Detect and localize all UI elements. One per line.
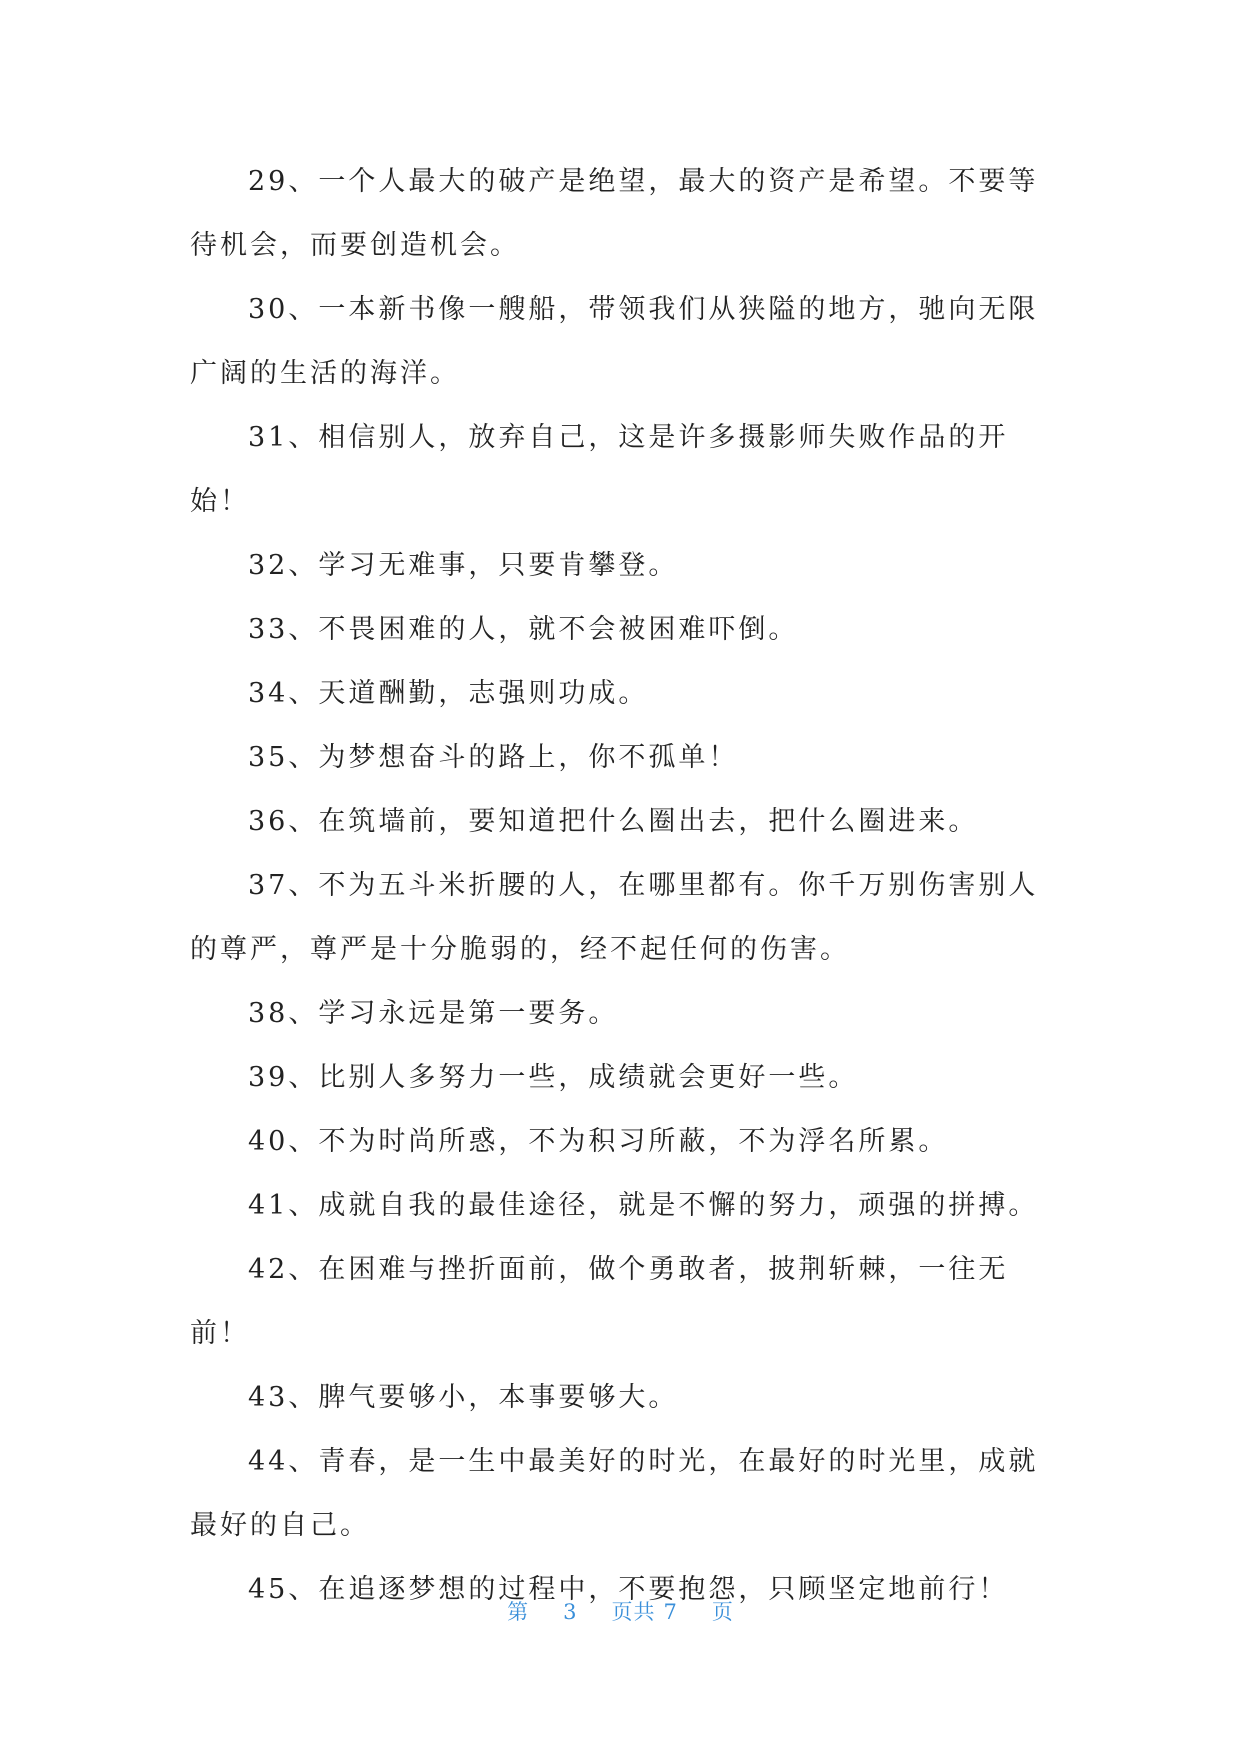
- footer-label-ye: 页: [711, 1600, 734, 1624]
- quote-paragraph-44: 44、青春，是一生中最美好的时光，在最好的时光里，成就最好的自己。: [190, 1446, 1039, 1541]
- quote-paragraph-34: 34、天道酬勤，志强则功成。: [248, 678, 649, 709]
- quote-paragraph-45: 45、在追逐梦想的过程中，不要抱怨，只顾坚定地前行！: [248, 1574, 1009, 1605]
- quote-paragraph-29: 29、一个人最大的破产是绝望，最大的资产是希望。不要等待机会，而要创造机会。: [190, 166, 1039, 261]
- footer-label-ye-gong: 页共: [611, 1600, 656, 1624]
- quote-paragraph-36: 36、在筑墙前，要知道把什么圈出去，把什么圈进来。: [248, 806, 979, 837]
- footer-current-page: 3: [563, 1600, 578, 1624]
- footer-label-di: 第: [507, 1600, 530, 1624]
- document-body: [190, 150, 1040, 1622]
- quote-paragraph-31: 31、相信别人，放弃自己，这是许多摄影师失败作品的开始！: [190, 422, 1009, 517]
- quote-paragraph-43: 43、脾气要够小，本事要够大。: [248, 1382, 679, 1413]
- quote-paragraph-30: 30、一本新书像一艘船，带领我们从狭隘的地方，驰向无限广阔的生活的海洋。: [190, 294, 1039, 389]
- quote-paragraph-33: 33、不畏困难的人，就不会被困难吓倒。: [248, 614, 799, 645]
- page-footer: [0, 1596, 1241, 1626]
- quote-paragraph-35: 35、为梦想奋斗的路上，你不孤单！: [248, 742, 739, 773]
- quote-paragraph-40: 40、不为时尚所惑，不为积习所蔽，不为浮名所累。: [248, 1126, 949, 1157]
- quote-paragraph-42: 42、在困难与挫折面前，做个勇敢者，披荆斩棘，一往无前！: [190, 1254, 1009, 1349]
- quote-paragraph-37: 37、不为五斗米折腰的人，在哪里都有。你千万别伤害别人的尊严，尊严是十分脆弱的，经不起任何的伤害。: [190, 870, 1039, 965]
- quote-paragraph-41: 41、成就自我的最佳途径，就是不懈的努力，顽强的拼搏。: [248, 1190, 1039, 1221]
- quote-paragraph-39: 39、比别人多努力一些，成绩就会更好一些。: [248, 1062, 859, 1093]
- quote-paragraph-32: 32、学习无难事，只要肯攀登。: [248, 550, 679, 581]
- footer-total-pages: 7: [663, 1600, 678, 1624]
- quote-paragraph-38: 38、学习永远是第一要务。: [248, 998, 619, 1029]
